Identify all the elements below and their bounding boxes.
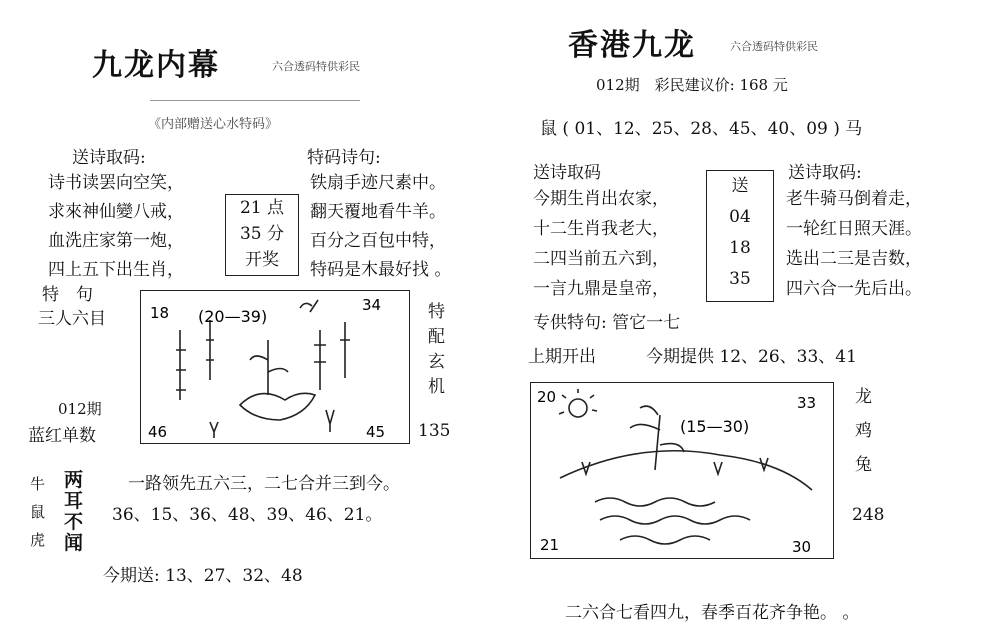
poem-line: 血洗庄家第一炮， bbox=[48, 231, 184, 251]
idiom-char: 两 bbox=[64, 469, 84, 491]
left-sketch-bl: 46 bbox=[148, 423, 168, 441]
right-poem2-heading: 送诗取码: bbox=[788, 163, 862, 183]
draw-time-line: 开奖 bbox=[245, 250, 279, 270]
idiom-char: 闻 bbox=[64, 532, 84, 554]
poem-line: 二四当前五六到， bbox=[533, 249, 669, 269]
idiom-char: 不 bbox=[64, 511, 84, 533]
zodiac-char: 鼠 bbox=[30, 503, 46, 521]
poem-line: 选出二三是吉数， bbox=[786, 249, 922, 269]
side-char: 兔 bbox=[855, 455, 872, 475]
right-sketch-tl: 20 bbox=[537, 388, 557, 406]
right-subtitle: 六合透码特供彩民 bbox=[730, 40, 818, 53]
poem-line: 十二生肖我老大， bbox=[533, 219, 669, 239]
poem-line: 一言九鼎是皇帝， bbox=[533, 279, 669, 299]
draw-time-line: 21 点 bbox=[239, 198, 285, 218]
right-sketch bbox=[530, 382, 834, 559]
poem-line: 诗书读罢向空笑， bbox=[48, 173, 184, 193]
poem-line: 铁扇手迹尺素中。 bbox=[310, 173, 446, 193]
left-issue-label: 蓝红单数 bbox=[28, 426, 96, 446]
left-title: 九龙内幕 bbox=[92, 48, 220, 83]
zodiac-char: 虎 bbox=[30, 531, 46, 549]
left-banner: 《内部赠送心水特码》 bbox=[148, 117, 279, 132]
right-zodiac-line: 鼠 ( 01、12、25、28、45、40、09 ) 马 bbox=[540, 119, 863, 139]
poem-line: 百分之百包中特， bbox=[310, 231, 446, 251]
right-title: 香港九龙 bbox=[568, 28, 696, 63]
idiom-column bbox=[64, 470, 83, 554]
right-last-period: 上期开出 bbox=[528, 347, 596, 367]
special-text: 三人六目 bbox=[38, 309, 106, 329]
zodiac-column bbox=[30, 470, 45, 554]
send-line: 送 bbox=[731, 176, 749, 196]
poem-line: 一轮红日照天涯。 bbox=[786, 219, 922, 239]
side-char: 龙 bbox=[855, 387, 872, 407]
zodiac-char: 牛 bbox=[30, 475, 46, 493]
poem-line: 求來神仙變八戒， bbox=[48, 202, 184, 222]
left-side-vertical bbox=[428, 300, 445, 400]
left-subtitle: 六合透码特供彩民 bbox=[272, 60, 360, 73]
right-sketch-tr: 33 bbox=[797, 394, 817, 412]
side-char: 机 bbox=[428, 377, 445, 397]
right-issue-price: 012期 彩民建议价: 168 元 bbox=[596, 76, 788, 94]
side-char: 鸡 bbox=[855, 421, 872, 441]
poem-line: 四上五下出生肖， bbox=[48, 260, 184, 280]
right-poem2 bbox=[786, 184, 922, 304]
right-poem1-heading: 送诗取码 bbox=[533, 163, 601, 183]
right-side-vertical bbox=[855, 380, 872, 482]
send-line: 04 bbox=[729, 207, 751, 227]
left-side-number: 135 bbox=[418, 421, 451, 441]
poem-line: 今期生肖出农家， bbox=[533, 189, 669, 209]
left-sketch-br: 45 bbox=[366, 423, 386, 441]
side-char: 特 bbox=[428, 302, 445, 322]
side-char: 配 bbox=[428, 327, 445, 347]
left-sketch-tl: 18 bbox=[150, 304, 170, 322]
left-poem2-heading: 特码诗句: bbox=[307, 148, 381, 168]
right-poem1 bbox=[533, 184, 669, 304]
left-today: 今期送: 13、27、32、48 bbox=[103, 566, 303, 586]
right-sketch-range: (15—30) bbox=[680, 417, 750, 436]
left-sketch-range: (20—39) bbox=[198, 307, 268, 326]
left-numbers: 36、15、36、48、39、46、21。 bbox=[112, 505, 383, 525]
poem-line: 翻天覆地看牛羊。 bbox=[310, 202, 446, 222]
poem-line: 老牛骑马倒着走， bbox=[786, 189, 922, 209]
side-char: 玄 bbox=[428, 352, 445, 372]
right-sketch-br: 30 bbox=[792, 538, 812, 556]
right-footer: 二六合七看四九，春季百花齐争艳。 。 bbox=[565, 603, 860, 623]
right-sketch-bl: 21 bbox=[540, 536, 560, 554]
draw-time-line: 35 分 bbox=[239, 224, 285, 244]
send-box bbox=[706, 170, 774, 302]
poem-line: 四六合一先后出。 bbox=[786, 279, 922, 299]
send-line: 18 bbox=[729, 238, 751, 258]
left-issue: 012期 bbox=[58, 400, 102, 418]
right-special-line: 专供特句: 管它一七 bbox=[533, 313, 681, 333]
left-sketch-tr: 34 bbox=[362, 296, 382, 314]
left-phrase: 一路领先五六三，二七合并三到今。 bbox=[128, 474, 400, 494]
idiom-char: 耳 bbox=[64, 490, 84, 512]
send-line: 35 bbox=[729, 269, 751, 289]
right-side-number: 248 bbox=[852, 505, 885, 525]
poem-line: 特码是木最好找 。 bbox=[310, 260, 452, 280]
right-provide: 今期提供 12、26、33、41 bbox=[646, 347, 857, 367]
left-poem1-heading: 送诗取码: bbox=[72, 148, 146, 168]
special-label: 特 句 bbox=[42, 285, 93, 305]
